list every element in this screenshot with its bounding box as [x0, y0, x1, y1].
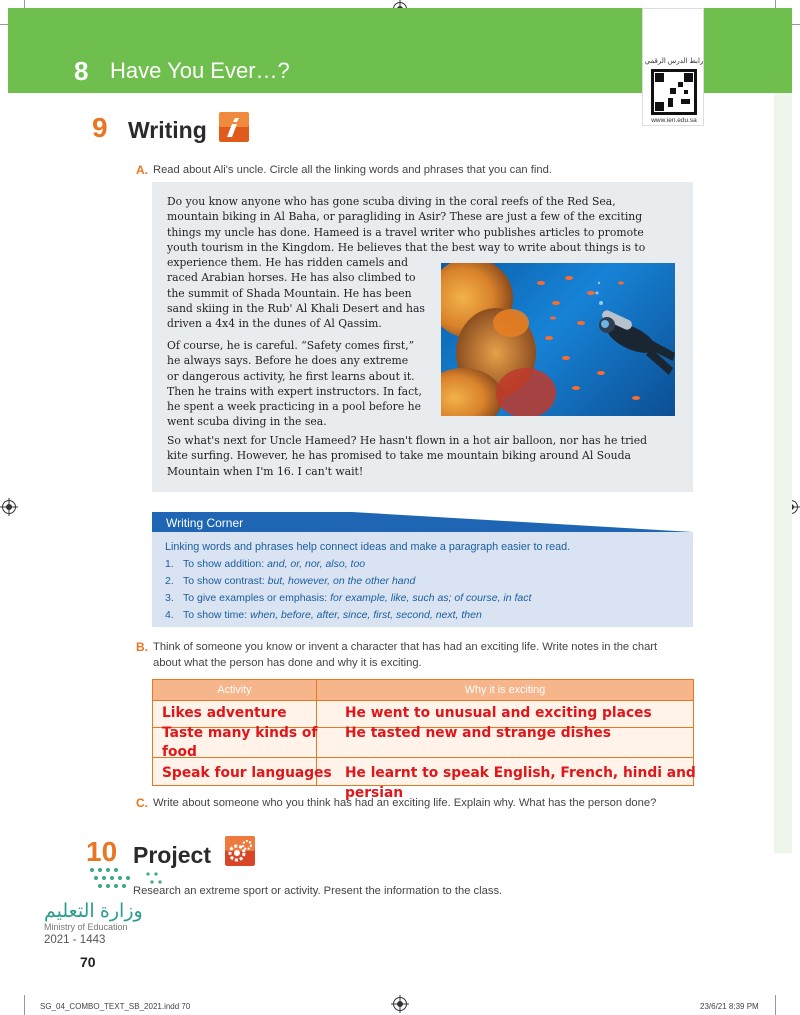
table-cell-why-line2[interactable]: persian: [345, 785, 404, 801]
ministry-logo-english: Ministry of Education: [44, 922, 128, 932]
writing-corner-label: Writing Corner: [166, 516, 244, 530]
gear-icon: [225, 836, 255, 866]
item-label: To give examples or emphasis:: [183, 592, 331, 604]
item-examples: for example, like, such as; of course, in fact: [330, 592, 532, 604]
unit-number: 8: [74, 56, 89, 86]
registration-mark-icon: [393, 997, 407, 1011]
passage-line: raced Arabian horses. He has also climbed to: [167, 271, 416, 285]
passage-line: So what's next for Uncle Hameed? He hasn't flown in a hot air balloon, nor has he tried: [167, 434, 648, 447]
table-cell-activity-line2[interactable]: food: [162, 744, 197, 760]
passage-line: Do you know anyone who has gone scuba diving in the coral reefs of the Red Sea,: [167, 195, 616, 208]
table-cell-why[interactable]: He learnt to speak English, French, hindi and: [345, 765, 696, 781]
crop-mark: [775, 995, 776, 1015]
passage-line: he spent a week practicing in a pool before he: [167, 400, 421, 414]
print-timestamp: 23/6/21 8:39 PM: [700, 1002, 759, 1011]
passage-line: went scuba diving in the sea.: [167, 415, 327, 429]
item-label: To show contrast:: [183, 575, 268, 587]
passage-line: youth tourism in the Kingdom. He believes that the best way to write about things is to: [167, 240, 646, 254]
writing-corner-intro: Linking words and phrases help connect ideas and make a paragraph easier to read.: [165, 541, 571, 553]
academic-year: 2021 - 1443: [44, 934, 106, 946]
section-title: Project: [133, 842, 211, 868]
section-number: 10: [86, 836, 118, 867]
passage-line: things my uncle has done. Hameed is a travel writer who publishes articles to promote: [167, 225, 644, 239]
section-number: 9: [92, 112, 108, 143]
unit-title: Have You Ever…?: [110, 58, 290, 83]
qr-caption: رابط الدرس الرقمي: [644, 58, 704, 65]
crop-mark: [24, 995, 25, 1015]
table-divider: [153, 757, 693, 758]
part-b-instruction-line: about what the person has done and why it is exciting.: [153, 657, 422, 669]
item-examples: but, however, on the other hand: [267, 575, 416, 587]
passage-line: he always says. Before he does any extreme: [167, 354, 409, 368]
passage-line: experience them. He has ridden camels and: [167, 256, 409, 270]
passage-line: the summit of Shada Mountain. He has been: [167, 286, 412, 300]
passage-line: or dangerous activity, he first learns about it.: [167, 369, 415, 383]
item-label: To show addition:: [183, 558, 268, 570]
linking-type-item: [165, 558, 365, 570]
passage-line: mountain biking in Al Baha, or paragliding in Asir? These are just a few of the exciting: [167, 210, 643, 224]
item-label: To show time:: [183, 609, 251, 621]
table-cell-activity[interactable]: Speak four languages: [162, 765, 332, 781]
part-c-letter: C.: [136, 796, 148, 810]
passage-line: Of course, he is careful. “Safety comes first,”: [167, 339, 415, 352]
qr-code-icon: [651, 69, 697, 115]
table-cell-activity[interactable]: Likes adventure: [162, 705, 287, 721]
item-number: 3.: [165, 592, 174, 604]
scuba-diver-photo: [441, 263, 675, 416]
passage-paragraph-2: [167, 338, 439, 430]
passage-line: Then he trains with expert instructors. In fact,: [167, 384, 422, 398]
linking-type-item: [165, 609, 482, 621]
table-header-why: Why it is exciting: [317, 680, 693, 700]
item-examples: when, before, after, since, first, second, next, then: [250, 609, 482, 621]
part-c-instruction: Write about someone who you think has had an exciting life. Explain why. What has the person done?: [153, 797, 657, 809]
item-number: 1.: [165, 558, 174, 570]
passage-line: kite surfing. However, he has promised to take me mountain biking around Al Souda: [167, 449, 631, 463]
item-number: 2.: [165, 575, 174, 587]
info-i-icon: [219, 112, 249, 142]
registration-mark-icon: [2, 500, 16, 514]
item-examples: and, or, nor, also, too: [267, 558, 366, 570]
table-divider: [153, 700, 693, 701]
section-title: Writing: [128, 117, 207, 143]
part-b-instruction-line: Think of someone you know or invent a character that has had an exciting life. Write notes in the chart: [153, 641, 658, 653]
ministry-logo-arabic: وزارة التعليم: [44, 901, 143, 922]
passage-line: sand skiing in the Rub' Al Khali Desert and has: [167, 302, 425, 316]
passage-line: driven a 4x4 in the dunes of Al Qassim.: [167, 317, 382, 331]
digital-lesson-qr[interactable]: [642, 8, 704, 126]
page-number: 70: [80, 954, 96, 970]
qr-url: www.ien.edu.sa: [651, 117, 697, 124]
passage-line: Mountain when I'm 16. I can't wait!: [167, 464, 364, 478]
part-a-letter: A.: [136, 163, 148, 177]
indd-file-slug: SG_04_COMBO_TEXT_SB_2021.indd 70: [40, 1002, 191, 1011]
table-cell-why[interactable]: He went to unusual and exciting places: [345, 705, 652, 721]
table-cell-activity[interactable]: Taste many kinds of: [162, 725, 318, 741]
part-b-letter: B.: [136, 640, 148, 654]
table-cell-why[interactable]: He tasted new and strange dishes: [345, 725, 611, 741]
passage-paragraph-3: [167, 433, 682, 479]
part-a-instruction: Read about Ali's uncle. Circle all the linking words and phrases that you can find.: [153, 164, 552, 176]
linking-type-item: [165, 592, 531, 604]
project-instruction: Research an extreme sport or activity. Present the information to the class.: [133, 885, 503, 897]
item-number: 4.: [165, 609, 174, 621]
table-header-activity: Activity: [153, 680, 316, 700]
page-side-strip: [774, 93, 792, 853]
linking-type-item: [165, 575, 415, 587]
